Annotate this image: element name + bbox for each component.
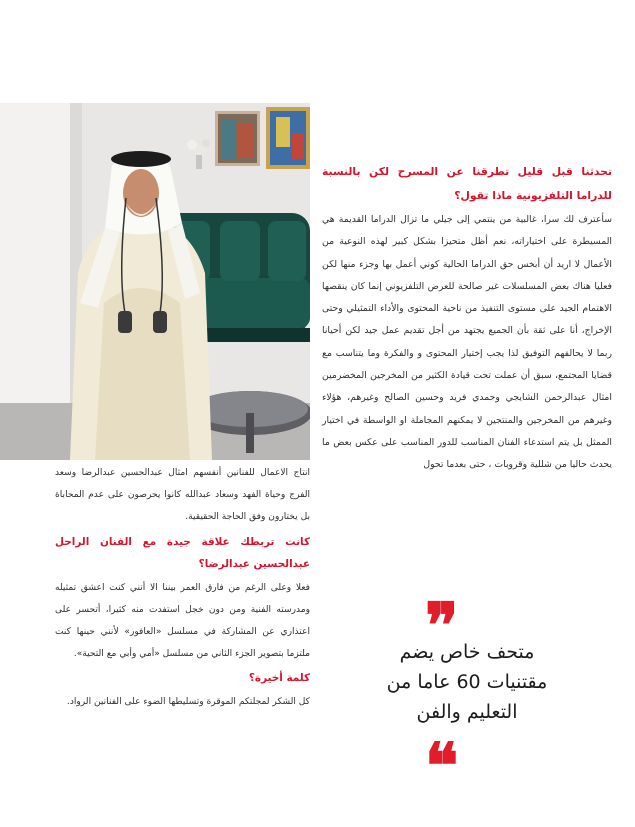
pull-quote-line: متحف خاص يضم <box>399 641 535 663</box>
open-quote-icon: ❞ <box>425 589 459 662</box>
left-column <box>55 462 310 713</box>
pull-quote <box>322 589 612 802</box>
pull-quote-text <box>322 637 612 727</box>
answer-abdulhussain: فعلا وعلى الرغم من فارق العمر بيننا الا أنني كنت اعشق تمثيله ومدرسته الفنية ومن دون خجل استفدت منه كثيرا، أتحسر على اعتذاري عن المشاركة في مسلسل «العافور» لأنني حينها كنت ملتزما بتصوير الجزء الثاني من مسلسل «أمي وأبي مع التحية». <box>55 582 310 660</box>
close-quote-icon: ❝ <box>425 729 459 802</box>
question-last-word: كلمة أخيرة؟ <box>248 672 310 685</box>
answer-tv-drama: سأعترف لك سرا، غالبية من ينتمي إلى جيلي ما تزال الدراما القديمة هي المسيطرة على اختياراته، نعم أظل متحيزا بشكل كبير لهذه النوعية من الأعمال لا اريد أن أبخس حق الدراما الحالية كوني أعمل بها وجزء منها لكن فعليا هناك بعض المسلسلات غير صالحة للعرض التلفزيوني إنما كان ينقصها الاهتمام الجيد على مستوى التنفيذ من ناحية المحتوى والأداء التمثيلي وحتى الإخراج، أنا على ثقة بأن الجميع يجتهد من أجل تقديم عمل جيد لكن أحيانا ربما لا يحالفهم التوفيق لذا يجب إختيار المحتوى و والفكرة وما يتناسب مع قضايا المجتمع، سبق أن عملت تحت قيادة الكثير من المخرجين المخضرمين امثال عبدالرحمن الشايجي وحمدي فريد وحسين الصالح وغيرهم، هؤلاء وغيرهم من المخرجين والمنتجين لا يمكنهم المجاملة او الواسطة في اختيار الممثل بل يتم استدعاء الفنان المناسب للدور المناسب على عكس بعض ما يحدث حاليا من شللية وقروبات ، حتى بعدما تحول <box>322 214 612 471</box>
right-column <box>322 160 612 477</box>
question-abdulhussain: كانت تربطك علاقة جيدة مع الفنان الراحل عبدالحسين عبدالرضا؟ <box>55 535 310 571</box>
pull-quote-line: مقتنيات 60 عاما من <box>386 671 548 693</box>
answer-continuation: انتاج الاعمال للفنانين أنفسهم امثال عبدالحسين عبدالرضا وسعد الفرج وحياة الفهد وسعاد عبدالله كانوا يحرصون على عدم المحاباة بل يختارون وفق الحاجة الحقيقية. <box>55 468 310 523</box>
question-tv-drama: تحدثنا قبل قليل تطرقنا عن المسرح لكن بالنسبة للدراما التلفزيونية ماذا تقول؟ <box>322 165 612 202</box>
pull-quote-line: التعليم والفن <box>416 701 518 723</box>
answer-last-word: كل الشكر لمجلتكم الموقرة وتسليطها الضوء على الفنانين الرواد. <box>66 696 310 707</box>
interview-photo <box>0 103 310 460</box>
